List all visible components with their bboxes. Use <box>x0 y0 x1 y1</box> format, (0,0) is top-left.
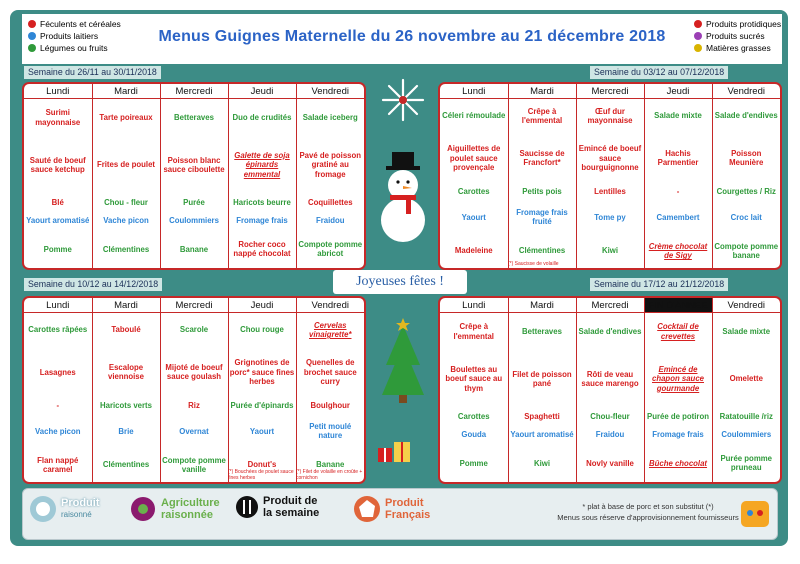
yellow-dot-icon <box>694 44 702 52</box>
day-header: FIN D'ANNEE <box>644 298 712 313</box>
footer-label: Produit <box>61 497 100 509</box>
week2-panel <box>438 82 782 270</box>
day-header: Lundi <box>24 298 92 313</box>
menu-row <box>440 133 780 184</box>
menu-dish: Brie <box>92 415 160 449</box>
menu-dish: Blé <box>51 197 64 207</box>
legend-item <box>694 42 781 54</box>
menu-dish: Scarole <box>160 313 228 348</box>
menu-dish: Coquillettes <box>296 193 364 212</box>
legend-item <box>28 18 121 30</box>
snowflake-icon <box>383 80 423 120</box>
menu-dish: Yaourt aromatisé <box>508 426 576 445</box>
footer-label: Français <box>385 509 431 521</box>
legend-label: Produits laitiers <box>40 31 99 41</box>
day-header: Mardi <box>92 298 160 313</box>
menu-dish: Petits pois <box>508 184 576 201</box>
menu-dish: Salade mixte <box>644 99 712 134</box>
week-menu-table <box>440 298 780 482</box>
day-header-row <box>440 84 780 99</box>
menu-dish: Kiwi <box>508 445 576 482</box>
gift-icon <box>378 442 410 462</box>
footer-label: raisonné <box>61 510 92 519</box>
menu-dish: Fraidou <box>576 426 644 445</box>
menu-dish: Croc lait <box>712 201 780 235</box>
menu-dish: Céleri rémoulade <box>442 111 506 121</box>
france-map-icon <box>353 495 381 523</box>
menu-dish: Courgettes / Riz <box>712 184 780 201</box>
week4-label: Semaine du 17/12 au 21/12/2018 <box>590 278 728 291</box>
day-header: Mercredi <box>160 84 228 99</box>
menu-dish: Clémentines <box>92 231 160 268</box>
greeting-banner: Joyeuses fêtes ! <box>333 270 467 294</box>
footer-label: la semaine <box>263 507 320 519</box>
menu-row <box>24 193 364 212</box>
legend-label: Produits sucrés <box>706 31 765 41</box>
legend-item <box>28 42 121 54</box>
day-header: Vendredi <box>712 84 780 99</box>
footer-legend <box>22 488 778 540</box>
menu-dish: Emincé de boeuf sauce bourguignonne <box>576 133 644 184</box>
menu-dish: Betteraves <box>508 313 576 351</box>
menu-dish: Rocher coco nappé chocolat <box>228 231 296 268</box>
menu-dish: Salade iceberg <box>296 99 364 137</box>
legend-item <box>28 30 121 42</box>
pork-note: * plat à base de porc et son substitut (*) <box>582 502 714 511</box>
menu-dish: Filet de poisson pané <box>508 351 576 407</box>
dish-footnote: (*) Bouchées de poulet sauce fines herbes <box>228 469 294 481</box>
menu-dish: Kiwi <box>576 234 644 268</box>
menu-dish: Carottes <box>457 411 490 421</box>
day-header-row <box>440 298 780 313</box>
legend-item <box>694 18 781 30</box>
menu-row <box>24 231 364 268</box>
menu-dish: - <box>644 184 712 201</box>
menu-row <box>440 351 780 407</box>
day-header: Mardi <box>92 84 160 99</box>
menu-dish: Donut's <box>228 448 296 482</box>
mascot-logo-icon <box>739 497 771 531</box>
menu-dish: Hachis Parmentier <box>644 133 712 184</box>
week-menu-table <box>24 298 364 482</box>
menu-row <box>24 313 364 348</box>
menu-dish: Salade d'endives <box>576 313 644 351</box>
dish-footnote: (*) Saucisse de volaille <box>508 261 559 267</box>
menu-dish: Compote pomme abricot <box>296 231 364 268</box>
dish-footnote: (*) Filet de volaille en croûte + cornichon <box>296 469 363 481</box>
menu-dish: Riz <box>160 398 228 415</box>
menu-dish: Sauté de boeuf sauce ketchup <box>29 155 86 174</box>
menu-dish: Pomme <box>459 458 488 468</box>
day-header: Vendredi <box>712 298 780 313</box>
day-header-row <box>24 298 364 313</box>
menu-dish: Vache picon <box>35 426 81 436</box>
menu-dish: Duo de crudités <box>228 99 296 137</box>
menu-dish: Yaourt <box>228 415 296 449</box>
menu-dish: Fraidou <box>296 212 364 231</box>
menu-dish: Tome py <box>576 201 644 235</box>
purple-dot-icon <box>694 32 702 40</box>
blue-dot-icon <box>28 32 36 40</box>
menu-row <box>24 99 364 137</box>
menu-dish: Boulghour <box>296 398 364 415</box>
week-menu-table <box>440 84 780 268</box>
menu-dish: Yaourt aromatisé <box>26 216 90 226</box>
day-header: Vendredi <box>296 84 364 99</box>
menu-dish: Quenelles de brochet sauce curry <box>296 347 364 398</box>
day-header: Jeudi <box>644 84 712 99</box>
menu-dish: Vache picon <box>92 212 160 231</box>
menu-dish: Emincé de chapon sauce gourmande <box>644 351 712 407</box>
cutlery-icon <box>235 495 259 519</box>
menu-dish: Pomme <box>43 244 72 254</box>
week4-panel <box>438 296 782 484</box>
day-header: Vendredi <box>296 298 364 313</box>
menu-row <box>440 99 780 134</box>
menu-dish: Mijoté de boeuf sauce goulash <box>160 347 228 398</box>
menu-dish: Bûche chocolat <box>644 445 712 482</box>
day-header: Lundi <box>440 84 508 99</box>
menu-dish: Spaghetti <box>508 407 576 426</box>
menu-dish: Overnat <box>160 415 228 449</box>
menu-dish: Salade mixte <box>712 313 780 351</box>
menu-dish: Purée <box>160 193 228 212</box>
menu-dish: Pavé de poisson gratiné au fromage <box>296 137 364 193</box>
menu-dish: Rôti de veau sauce marengo <box>576 351 644 407</box>
menu-dish: Clémentines <box>92 448 160 482</box>
day-header-row <box>24 84 364 99</box>
footer-label: Produit <box>385 497 424 509</box>
menu-dish: Lentilles <box>576 184 644 201</box>
menu-row <box>440 184 780 201</box>
day-header: Mercredi <box>160 298 228 313</box>
menu-dish: Surimi mayonnaise <box>35 108 81 127</box>
menu-row <box>440 445 780 482</box>
day-header: Jeudi <box>228 84 296 99</box>
day-header: Mardi <box>508 298 576 313</box>
legend-label: Produits protidiques <box>706 19 782 29</box>
menu-dish: Gouda <box>461 430 487 440</box>
menu-dish: Haricots verts <box>92 398 160 415</box>
menu-dish: Salade d'endives <box>712 99 780 134</box>
day-header: Lundi <box>24 84 92 99</box>
legend-food-groups-left <box>28 18 121 54</box>
menu-dish: Frites de poulet <box>92 137 160 193</box>
week-menu-table <box>24 84 364 268</box>
menu-dish: Cervelas vinaigrette* <box>296 313 364 348</box>
snowman-icon <box>381 152 425 242</box>
produit-francais-logo <box>353 495 430 523</box>
menu-dish: Haricots beurre <box>228 193 296 212</box>
menu-dish: Poisson Meunière <box>712 133 780 184</box>
footer-label: Produit de <box>263 495 318 507</box>
menu-dish: Grignotines de porc* sauce fines herbes <box>228 347 296 398</box>
menu-row <box>440 407 780 426</box>
day-header: Jeudi <box>228 298 296 313</box>
menu-dish: Carottes <box>457 187 490 197</box>
menu-dish: Chou - fleur <box>92 193 160 212</box>
green-dot-icon <box>28 44 36 52</box>
menu-dish: Purée de potiron <box>644 407 712 426</box>
legend-item <box>694 30 781 42</box>
menu-dish: Poisson blanc sauce ciboulette <box>160 137 228 193</box>
menu-dish: Boulettes au boeuf sauce au thym <box>445 364 503 393</box>
menu-dish: Carottes râpées <box>28 325 88 335</box>
menu-row <box>440 234 780 268</box>
day-header: Mercredi <box>576 84 644 99</box>
menu-row <box>24 347 364 398</box>
menu-dish: Banane <box>160 231 228 268</box>
red-dot-icon <box>694 20 702 28</box>
legend-label: Matières grasses <box>706 43 771 53</box>
produit-semaine-logo <box>235 495 319 519</box>
menu-dish: Flan nappé caramel <box>37 455 79 475</box>
menu-dish: Fromage frais <box>228 212 296 231</box>
footer-notes <box>533 501 763 523</box>
footer-label: Agriculture <box>161 497 220 509</box>
menu-dish: Betteraves <box>160 99 228 137</box>
red-dot-icon <box>28 20 36 28</box>
menu-dish: Yaourt <box>461 212 486 222</box>
legend-food-groups-right <box>694 18 781 54</box>
menu-row <box>24 212 364 231</box>
menu-dish: Œuf dur mayonnaise <box>576 99 644 134</box>
menu-dish: Fromage frais fruité <box>508 201 576 235</box>
day-header: Mardi <box>508 84 576 99</box>
menu-row <box>24 398 364 415</box>
menu-row <box>440 313 780 351</box>
menu-dish: Clémentines <box>508 234 576 268</box>
menu-dish: Purée d'épinards <box>228 398 296 415</box>
menu-row <box>440 201 780 235</box>
menu-dish: Galette de soja épinards emmental <box>228 137 296 193</box>
menu-dish: Banane <box>296 448 364 482</box>
menu-dish: Compote pomme banane <box>712 234 780 268</box>
menu-dish: Saucisse de Francfort* <box>508 133 576 184</box>
agriculture-raisonnee-logo <box>129 495 220 523</box>
menu-dish: Purée pomme pruneau <box>712 445 780 482</box>
menu-dish: Aiguillettes de poulet sauce provençale <box>447 144 501 173</box>
week1-label: Semaine du 26/11 au 30/11/2018 <box>24 66 161 79</box>
menu-dish: Madeleine <box>454 246 493 256</box>
menu-dish: Coulommiers <box>160 212 228 231</box>
menu-dish: Cocktail de crevettes <box>644 313 712 351</box>
produit-raisonne-logo <box>29 495 100 523</box>
menu-dish: Escalope viennoise <box>92 347 160 398</box>
menu-dish: Chou-fleur <box>576 407 644 426</box>
menu-dish: Fromage frais <box>644 426 712 445</box>
footer-label: raisonnée <box>161 509 213 521</box>
supply-note: Menus sous réserve d'approvisionnement fournisseurs <box>557 513 739 522</box>
menu-row <box>440 426 780 445</box>
menu-dish: Petit moulé nature <box>296 415 364 449</box>
menu-row <box>24 415 364 449</box>
week1-panel <box>22 82 366 270</box>
day-header: Lundi <box>440 298 508 313</box>
week2-label: Semaine du 03/12 au 07/12/2018 <box>590 66 728 79</box>
menu-dish: Lasagnes <box>39 367 76 377</box>
menu-dish: Ratatouille /riz <box>712 407 780 426</box>
menu-dish: Tarte poireaux <box>92 99 160 137</box>
leaf-circle-icon <box>29 495 57 523</box>
day-header: Mercredi <box>576 298 644 313</box>
menu-dish: Coulommiers <box>712 426 780 445</box>
week3-panel <box>22 296 366 484</box>
menu-dish: Chou rouge <box>228 313 296 348</box>
menu-header <box>22 14 782 64</box>
menu-dish: Omelette <box>712 351 780 407</box>
menu-dish: Crêpe à l'emmental <box>508 99 576 134</box>
menu-dish: Crème chocolat de Sigy <box>644 234 712 268</box>
page-title: Menus Guignes Maternelle du 26 novembre au 21 décembre 2018 <box>158 28 666 45</box>
menu-dish: Crêpe à l'emmental <box>453 322 494 341</box>
agriculture-icon <box>129 495 157 523</box>
week3-label: Semaine du 10/12 au 14/12/2018 <box>24 278 162 291</box>
menu-dish: Camembert <box>644 201 712 235</box>
christmas-tree-icon <box>382 318 424 403</box>
menu-dish: Novly vanille <box>576 445 644 482</box>
menu-dish: Taboulé <box>92 313 160 348</box>
menu-dish: Compote pomme vanille <box>160 448 228 482</box>
legend-label: Légumes ou fruits <box>40 43 108 53</box>
legend-label: Féculents et céréales <box>40 19 121 29</box>
menu-row <box>24 137 364 193</box>
menu-dish: - <box>56 401 60 411</box>
